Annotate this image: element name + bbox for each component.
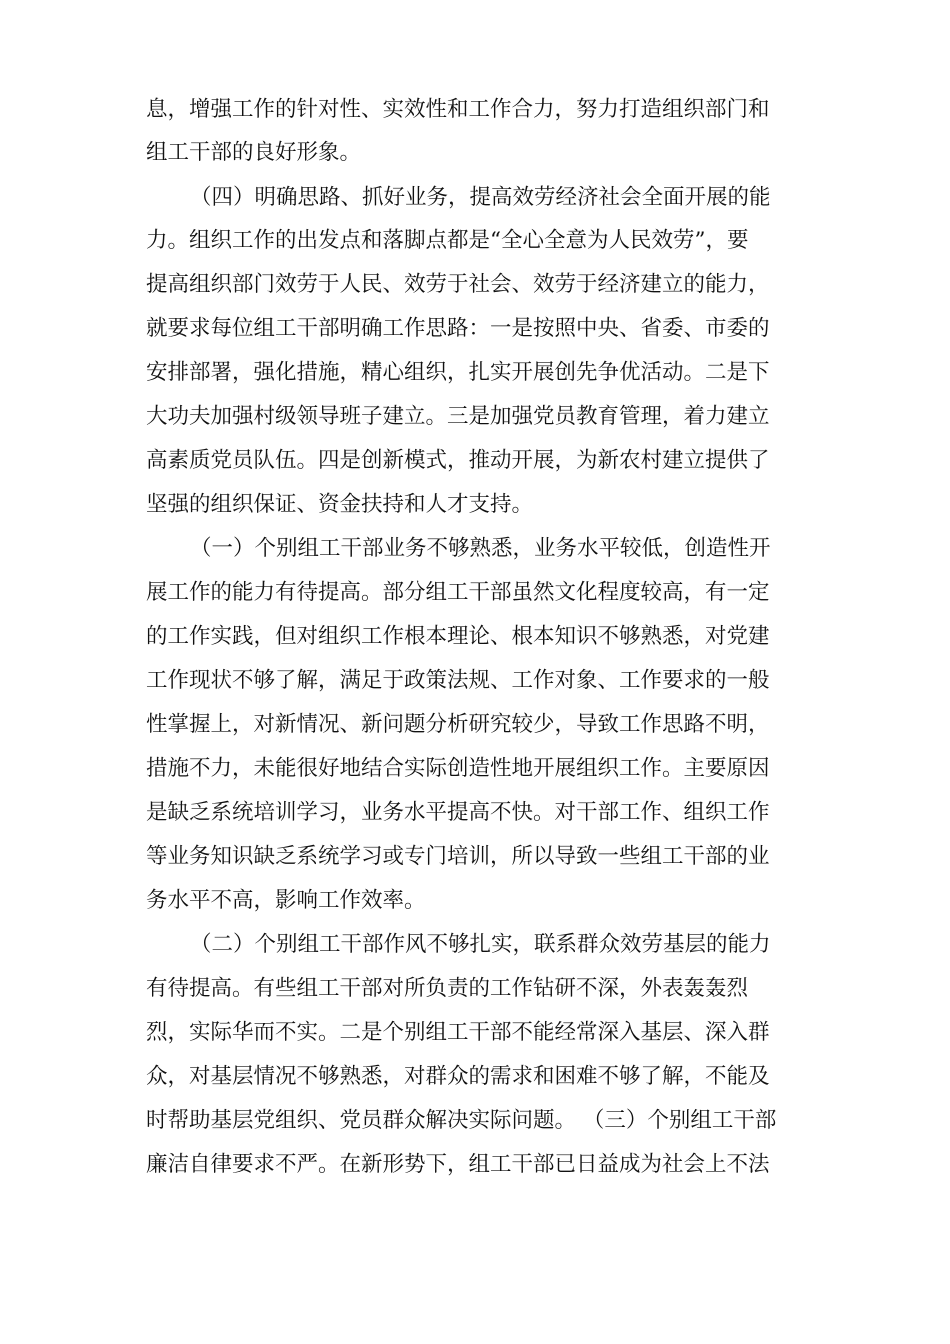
text-line: 等业务知识缺乏系统学习或专门培训，所以导致一些组工干部的业 [146,844,770,869]
text-line: 众，对基层情况不够熟悉，对群众的需求和困难不够了解，不能及 [146,1064,770,1089]
text-line: （一）个别组工干部业务不够熟悉，业务水平较低，创造性开 [190,536,771,561]
text-line: 提高组织部门效劳于人民、效劳于社会、效劳于经济建立的能力， [146,272,770,297]
text-line: 安排部署，强化措施，精心组织，扎实开展创先争优活动。二是下 [146,360,770,385]
text-line: （四）明确思路、抓好业务，提高效劳经济社会全面开展的能 [190,185,771,210]
text-line: 有待提高。有些组工干部对所负责的工作钻研不深，外表轰轰烈 [146,976,749,1001]
text-line: 务水平不高，影响工作效率。 [146,888,426,913]
text-line: 的工作实践，但对组织工作根本理论、根本知识不够熟悉，对党建 [146,624,770,649]
text-line: 性掌握上，对新情况、新问题分析研究较少，导致工作思路不明， [146,712,770,737]
text-line: 息，增强工作的针对性、实效性和工作合力，努力打造组织部门和 [146,97,770,122]
text-line: 高素质党员队伍。四是创新模式，推动开展，为新农村建立提供了 [146,448,770,473]
text-line: 廉洁自律要求不严。在新形势下，组工干部已日益成为社会上不法 [146,1152,770,1177]
text-line: 力。组织工作的出发点和落脚点都是“全心全意为人民效劳”，要 [146,228,749,253]
text-line: 坚强的组织保证、资金扶持和人才支持。 [146,492,534,517]
text-line: 时帮助基层党组织、党员群众解决实际问题。 （三）个别组工干部 [146,1108,777,1133]
text-line: 措施不力，未能很好地结合实际创造性地开展组织工作。主要原因 [146,756,770,781]
text-line: 大功夫加强村级领导班子建立。三是加强党员教育管理，着力建立 [146,404,770,429]
text-line: 工作现状不够了解，满足于政策法规、工作对象、工作要求的一般 [146,668,770,693]
text-line: 展工作的能力有待提高。部分组工干部虽然文化程度较高，有一定 [146,580,770,605]
text-line: 是缺乏系统培训学习，业务水平提高不快。对干部工作、组织工作 [146,800,770,825]
text-line: 组工干部的良好形象。 [146,140,362,165]
text-line: （二）个别组工干部作风不够扎实，联系群众效劳基层的能力 [190,932,771,957]
text-line: 烈，实际华而不实。二是个别组工干部不能经常深入基层、深入群 [146,1020,770,1045]
text-line: 就要求每位组工干部明确工作思路：一是按照中央、省委、市委的 [146,316,770,341]
